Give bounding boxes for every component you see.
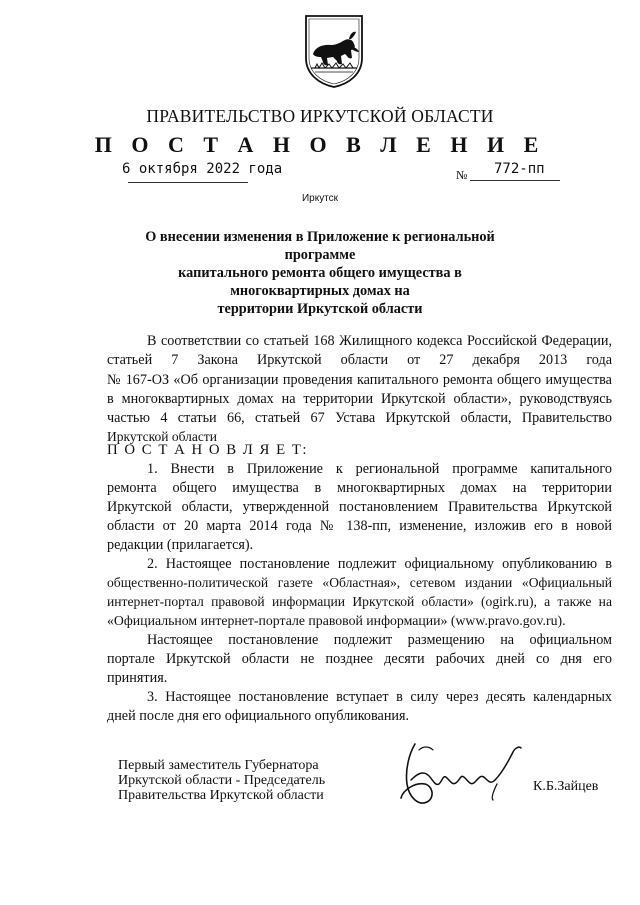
document-number: 772-пп [494, 161, 545, 177]
signer-name: К.Б.Зайцев [533, 779, 599, 794]
body-line: 2. Настоящее постановление подлежит официальному опубликованию в [147, 556, 612, 572]
date-underline [128, 182, 248, 183]
body-line: в многоквартирных домах на территории Иркутской области», руководствуясь [107, 391, 612, 407]
decree-word: П О С Т А Н О В Л Я Е Т: [107, 442, 308, 458]
document-type: П О С Т А Н О В Л Е Н И Е [94, 132, 546, 157]
body-line: Настоящее постановление подлежит размещению на официальном [147, 632, 612, 648]
signer-title-line: Первый заместитель Губернатора [118, 758, 319, 773]
number-underline [470, 180, 560, 181]
body-line: редакции (прилагается). [107, 537, 254, 553]
body-line: общественно-политической газете «Областная», сетевом издании «Официальный [107, 575, 612, 590]
heading-line: О внесении изменения в Приложение к региональной программе [145, 229, 495, 263]
body-line: области от 20 марта 2014 года № 138-пп, изменение, изложив его в новой [107, 518, 612, 534]
body-line: ремонта общего имущества в многоквартирных домах на территории [107, 480, 612, 496]
handwritten-signature-icon [393, 740, 533, 815]
heading-line: территории Иркутской области [217, 301, 423, 317]
signer-title-line: Правительства Иркутской области [118, 788, 324, 803]
document-date: 6 октября 2022 года [122, 161, 283, 177]
body-line: 1. Внести в Приложение к региональной программе капитального [147, 461, 612, 477]
body-line: частью 4 статьи 66, статьей 67 Устава Иркутской области, Правительство [107, 410, 612, 426]
body-line: 3. Настоящее постановление вступает в силу через десять календарных [147, 689, 612, 705]
body-line: принятия. [107, 670, 168, 686]
body-line: портале Иркутской области не позднее десяти рабочих дней со дня его [107, 651, 612, 667]
body-line: интернет-портал правовой информации Иркутской области» (ogirk.ru), а также на [107, 594, 612, 609]
body-line: В соответствии со статьей 168 Жилищного кодекса Российской Федерации, [147, 333, 612, 349]
body-line: «Официальном интернет-портале правовой информации» (www.pravo.gov.ru). [107, 613, 566, 628]
body-line: дней после дня его официального опубликования. [107, 708, 410, 724]
body-line: № 167-ОЗ «Об организации проведения капитального ремонта общего имущества [107, 372, 612, 388]
body-line: Иркутской области, утвержденной постановлением Правительства Иркутской [107, 499, 612, 515]
heading-line: капитального ремонта общего имущества в многоквартирных домах на [178, 265, 462, 299]
signer-title-line: Иркутской области - Председатель [118, 773, 326, 788]
body-line: Иркутской области [107, 429, 218, 444]
number-sign: № [456, 168, 468, 182]
document-city: Иркутск [301, 193, 339, 204]
government-name: ПРАВИТЕЛЬСТВО ИРКУТСКОЙ ОБЛАСТИ [146, 106, 494, 126]
body-line: статьей 7 Закона Иркутской области от 27 декабря 2013 года [107, 352, 612, 368]
document-heading [120, 228, 520, 318]
coat-of-arms-icon [303, 14, 365, 88]
